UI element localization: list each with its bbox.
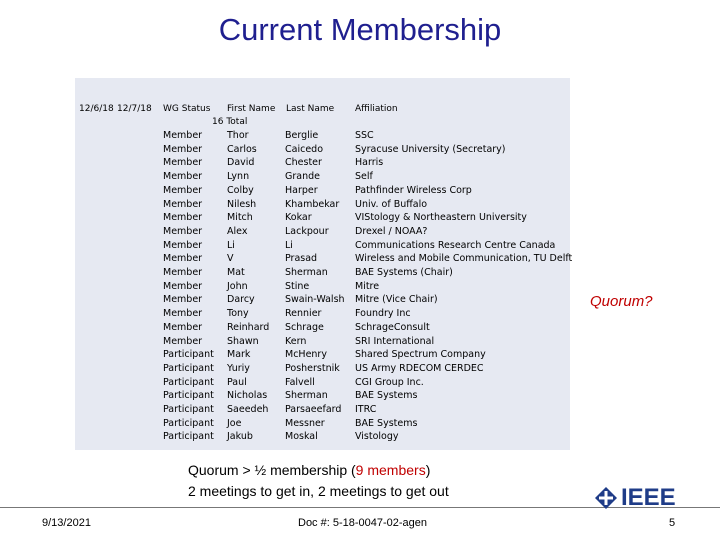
cell-status: Member [163, 321, 203, 333]
cell-status: Participant [163, 431, 214, 443]
cell-status: Member [163, 253, 203, 265]
header-first-name: First Name [227, 104, 276, 114]
cell-last: Harper [285, 184, 318, 196]
cell-status: Member [163, 212, 203, 224]
cell-first: Tony [227, 308, 249, 320]
cell-affiliation: SRI International [355, 335, 435, 347]
header-affiliation: Affiliation [355, 104, 398, 114]
cell-affiliation: Shared Spectrum Company [355, 349, 486, 361]
cell-first: Yuriy [227, 362, 250, 374]
cell-last: Khambekar [285, 198, 340, 210]
cell-first: Mark [227, 349, 251, 361]
cell-status: Member [163, 280, 203, 292]
header-wg-status: WG Status [163, 104, 211, 114]
cell-first: Jakub [227, 431, 253, 443]
cell-last: Lackpour [285, 225, 329, 237]
footer-date: 9/13/2021 [42, 517, 91, 529]
cell-status: Member [163, 267, 203, 278]
header-last-name: Last Name [286, 104, 335, 114]
cell-status: Member [163, 308, 203, 320]
cell-first: David [227, 157, 255, 169]
cell-affiliation: Harris [355, 157, 384, 169]
cell-affiliation: BAE Systems (Chair) [355, 267, 453, 278]
cell-affiliation: BAE Systems [355, 417, 418, 429]
cell-first: Thor [227, 130, 249, 141]
cell-status: Participant [163, 362, 214, 374]
slide-title: Current Membership [218, 12, 502, 47]
cell-affiliation: US Army RDECOM CERDEC [355, 362, 484, 374]
cell-affiliation: Wireless and Mobile Communication, TU Delft [355, 253, 573, 265]
cell-last: Grande [285, 171, 320, 183]
cell-last: Parsaeefard [285, 404, 342, 415]
cell-last: McHenry [285, 349, 327, 361]
cell-last: Sherman [285, 267, 328, 278]
cell-last: Schrage [285, 321, 324, 333]
cell-affiliation: SSC [355, 130, 374, 141]
header-date-1: 12/6/18 [79, 104, 114, 114]
cell-first: Alex [227, 225, 248, 237]
cell-affiliation: Communications Research Centre Canada [355, 239, 556, 251]
cell-status: Member [163, 157, 203, 169]
cell-status: Member [163, 198, 203, 210]
cell-first: Carlos [227, 143, 257, 155]
cell-last: Messner [285, 417, 325, 429]
cell-last: Chester [285, 157, 322, 169]
cell-last: Moskal [285, 431, 318, 443]
cell-last: Berglie [285, 130, 319, 141]
cell-affiliation: SchrageConsult [355, 321, 430, 333]
ieee-logo-text: IEEE [621, 484, 676, 511]
cell-affiliation: Pathfinder Wireless Corp [355, 184, 472, 196]
quorum-rule-pre: Quorum > ½ membership ( [188, 462, 356, 478]
cell-status: Participant [163, 376, 214, 388]
cell-last: Posherstnik [285, 362, 340, 374]
cell-last: Prasad [285, 253, 318, 265]
cell-first: Darcy [227, 294, 255, 306]
cell-last: Rennier [285, 308, 322, 320]
quorum-rule-count: 9 members [355, 462, 426, 478]
cell-first: John [227, 280, 248, 292]
cell-affiliation: CGI Group Inc. [355, 376, 424, 388]
cell-first: Saeedeh [227, 404, 269, 415]
cell-first: V [227, 253, 234, 265]
cell-status: Participant [163, 390, 214, 402]
cell-affiliation: Univ. of Buffalo [355, 198, 428, 210]
cell-last: Kokar [285, 212, 312, 224]
meeting-rule: 2 meetings to get in, 2 meetings to get out [188, 483, 449, 499]
cell-first: Lynn [227, 171, 250, 183]
total-count: 16 Total [212, 117, 248, 127]
cell-affiliation: Self [355, 171, 373, 183]
cell-status: Participant [163, 417, 214, 429]
cell-affiliation: Vistology [355, 431, 399, 443]
cell-last: Kern [285, 335, 307, 347]
quorum-rule-post: ) [425, 462, 431, 478]
cell-affiliation: Foundry Inc [355, 308, 411, 320]
cell-affiliation: ITRC [355, 404, 377, 415]
cell-first: Reinhard [227, 321, 270, 333]
cell-status: Participant [163, 349, 214, 361]
cell-status: Member [163, 143, 203, 155]
cell-first: Colby [227, 184, 254, 196]
cell-first: Shawn [227, 335, 259, 347]
cell-status: Participant [163, 404, 214, 415]
cell-last: Falvell [285, 376, 315, 388]
cell-status: Member [163, 335, 203, 347]
cell-first: Joe [227, 417, 242, 429]
cell-first: Nilesh [227, 198, 257, 210]
cell-status: Member [163, 184, 203, 196]
cell-affiliation: Mitre [355, 280, 380, 292]
cell-affiliation: Syracuse University (Secretary) [355, 143, 506, 155]
cell-first: Mat [227, 267, 245, 278]
footer-doc-number: Doc #: 5-18-0047-02-agen [298, 517, 428, 529]
ieee-logo [594, 484, 676, 512]
cell-last: Caicedo [285, 143, 324, 155]
header-date-2: 12/7/18 [117, 104, 152, 114]
cell-affiliation: Drexel / NOAA? [355, 225, 428, 237]
cell-affiliation: VIStology & Northeastern University [355, 212, 527, 224]
cell-last: Li [285, 239, 293, 251]
cell-first: Li [227, 239, 235, 251]
ieee-diamond-icon [594, 486, 618, 510]
cell-status: Member [163, 171, 203, 183]
cell-status: Member [163, 130, 203, 141]
cell-last: Swain-Walsh [285, 294, 345, 306]
cell-last: Stine [285, 280, 310, 292]
footer-page-number: 5 [669, 517, 676, 529]
cell-first: Nicholas [227, 390, 268, 402]
cell-affiliation: Mitre (Vice Chair) [355, 294, 438, 306]
cell-affiliation: BAE Systems [355, 390, 418, 402]
cell-last: Sherman [285, 390, 328, 402]
cell-status: Member [163, 225, 203, 237]
quorum-rule [188, 462, 430, 478]
quorum-question: Quorum? [590, 293, 653, 310]
cell-first: Paul [227, 376, 247, 388]
cell-status: Member [163, 294, 203, 306]
cell-first: Mitch [227, 212, 253, 224]
cell-status: Member [163, 239, 203, 251]
